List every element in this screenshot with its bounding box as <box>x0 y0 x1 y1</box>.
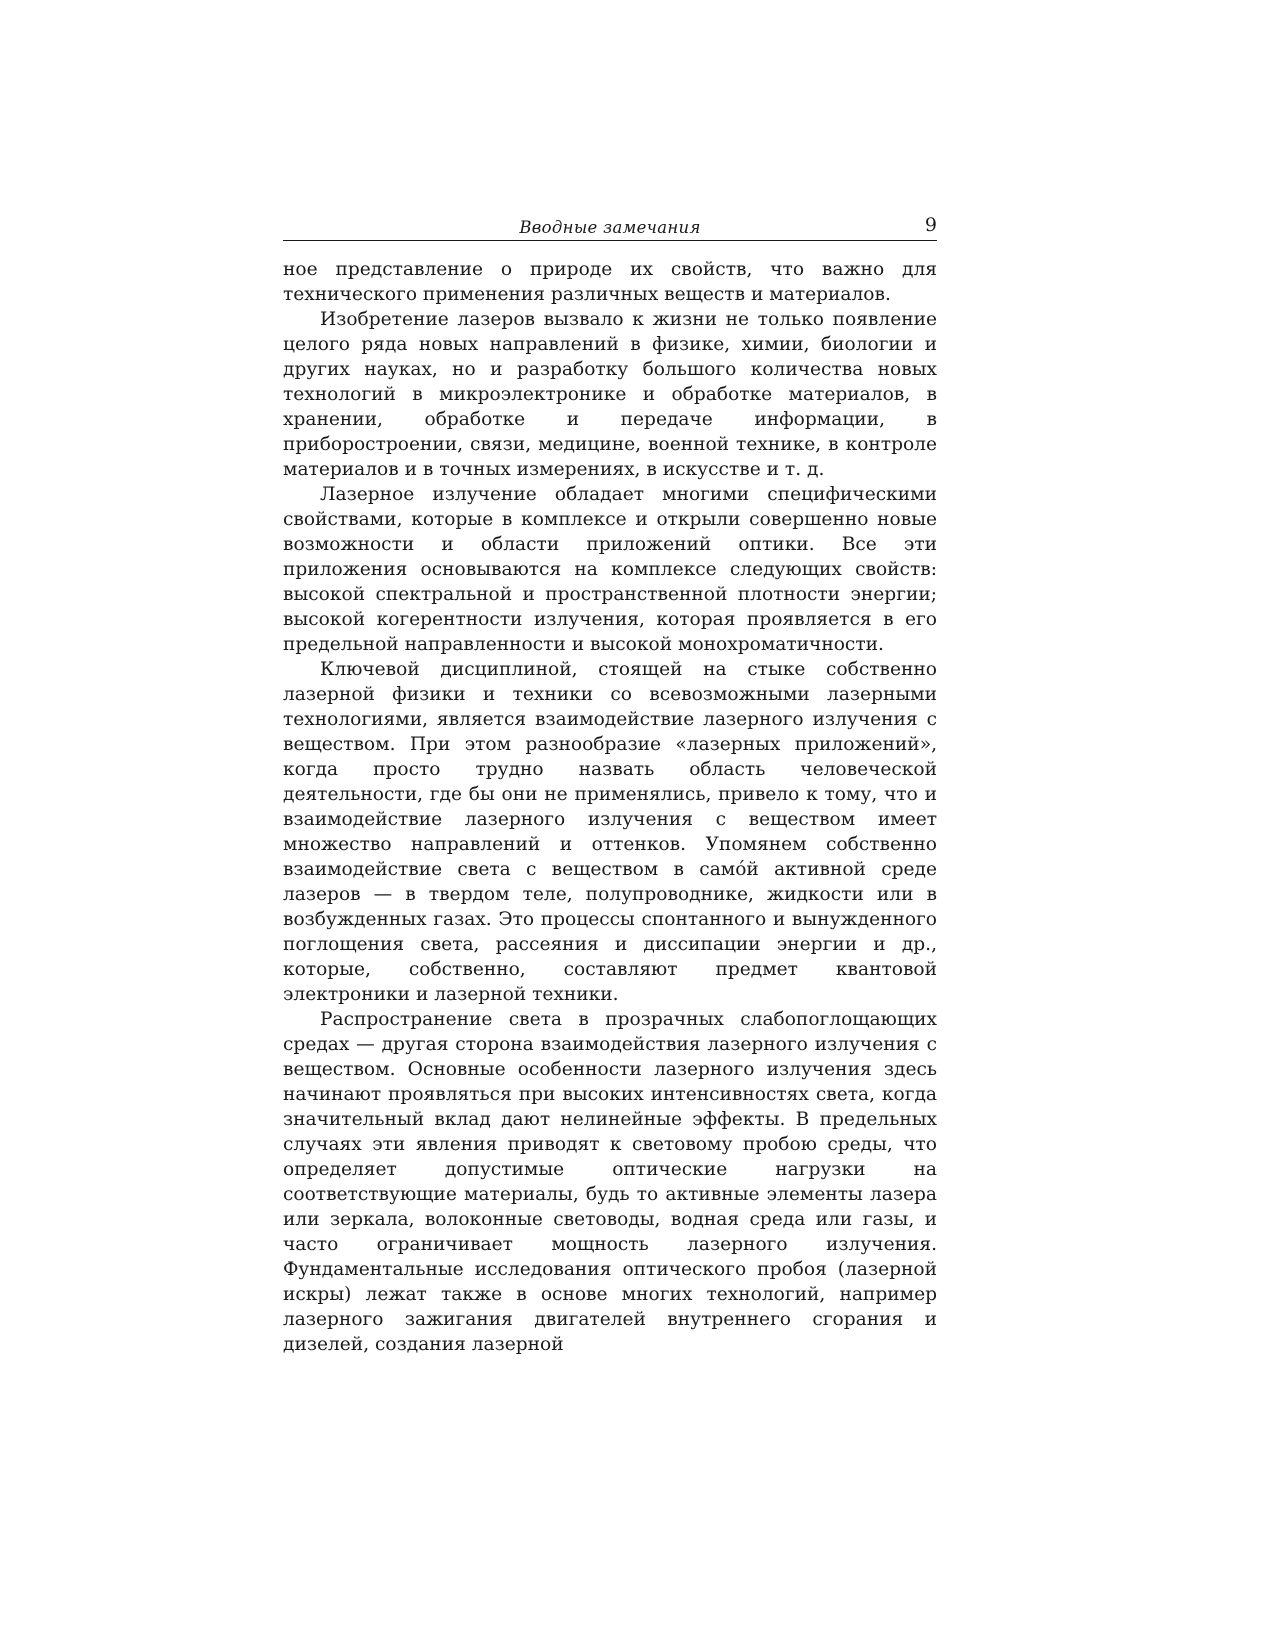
paragraph-lasers-invention: Изобретение лазеров вызвало к жизни не только появление целого ряда новых направлений в физике, химии, биологии и других науках, но и разработку большого количества новых технологий в микроэлектронике и обработке материалов, в хранении, обработке и передаче информации, в приборостроении, связи, медицине, военной технике, в контроле материалов и в точных измерениях, в искусстве и т. д. <box>283 309 937 480</box>
paragraph-light-propagation: Распространение света в прозрачных слабопоглощающих средах — другая сторона взаимодействия лазерного излучения с веществом. Основные особенности лазерного излучения здесь начинают проявляться при высоких интенсивностях света, когда значительный вклад дают нелинейные эффекты. В предельных случаях эти явления приводят к световому пробою среды, что определяет допустимые оптические нагрузки на соответствующие материалы, будь то активные элементы лазера или зеркала, волоконные световоды, водная среда или газы, и часто ограничивает мощность лазерного излучения. Фундаментальные исследования оптического пробоя (лазерной искры) лежат также в основе многих технологий, например лазерного зажигания двигателей внутреннего сгорания и дизелей, создания лазерной <box>283 1009 937 1355</box>
page-number: 9 <box>924 214 937 236</box>
paragraph-laser-radiation-properties: Лазерное излучение обладает многими специфическими свойствами, которые в комплексе и открыли совершенно новые возможности и области приложений оптики. Все эти приложения основываются на комплексе следующих свойств: высокой спектральной и пространственной плотности энергии; высокой когерентности излучения, которая проявляется в его предельной направленности и высокой монохроматичности. <box>283 484 937 655</box>
body-text <box>283 257 937 1357</box>
paragraph-key-discipline: Ключевой дисциплиной, стоящей на стыке собственно лазерной физики и техники со всевозможными лазерными технологиями, является взаимодействие лазерного излучения с веществом. При этом разнообразие «лазерных приложений», когда просто трудно назвать область человеческой деятельности, где бы они не применялись, привело к тому, что и взаимодействие лазерного излучения с веществом имеет множество направлений и оттенков. Упомянем собственно взаимодействие света с веществом в само́й активной среде лазеров — в твердом теле, полупроводнике, жидкости или в возбужденных газах. Это процессы спонтанного и вынужденного поглощения света, рассеяния и диссипации энергии и др., которые, собственно, составляют предмет квантовой электроники и лазерной техники. <box>283 659 937 1005</box>
running-title: Вводные замечания <box>519 218 701 237</box>
paragraph-continued: ное представление о природе их свойств, что важно для технического применения различных веществ и материалов. <box>283 259 937 305</box>
page-header <box>283 214 937 241</box>
